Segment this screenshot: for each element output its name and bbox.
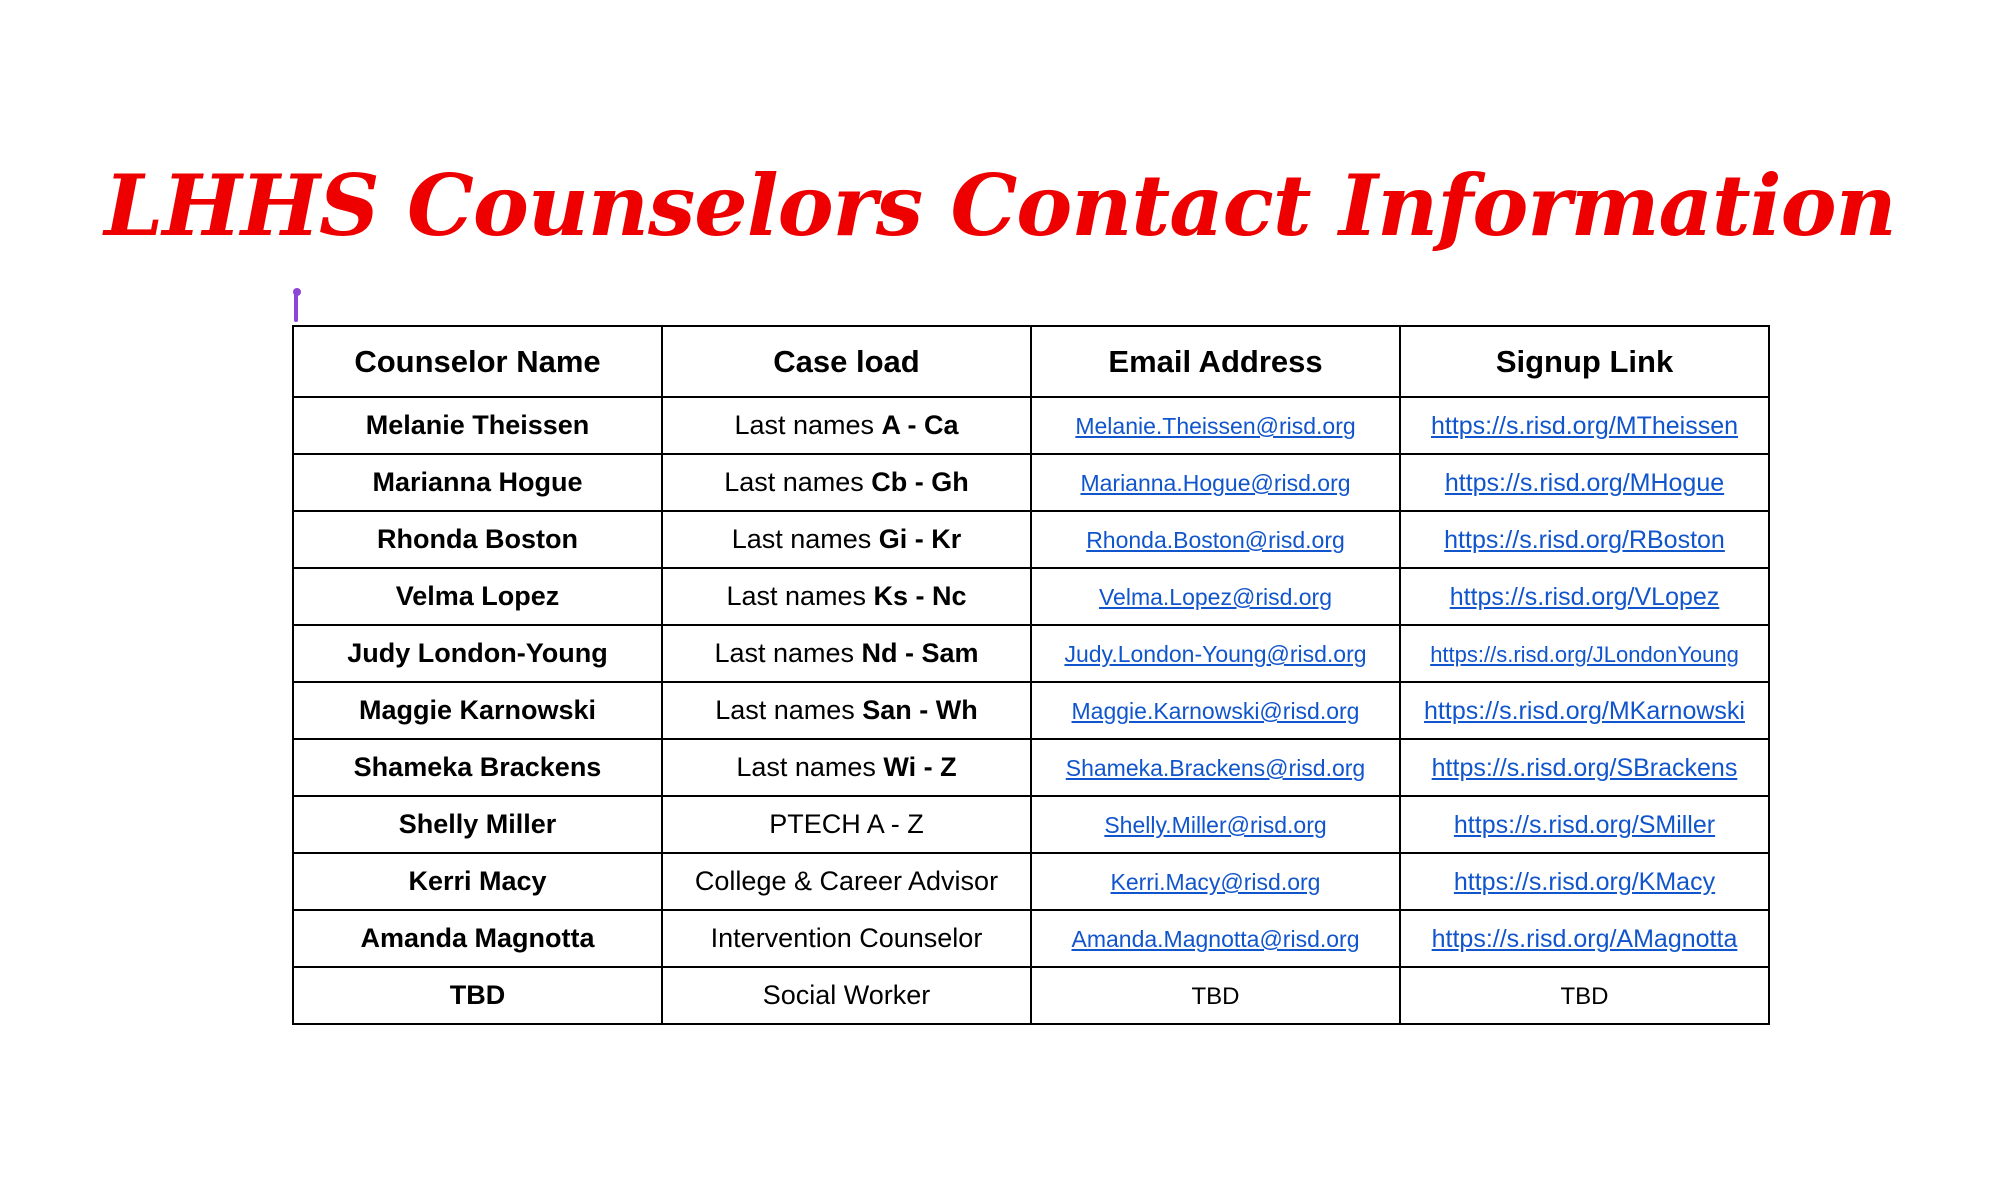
signup-cell xyxy=(1400,511,1769,568)
counselor-name: Judy London-Young xyxy=(293,625,662,682)
table-header-row xyxy=(293,326,1769,397)
header-signup-link: Signup Link xyxy=(1400,326,1769,397)
signup-link[interactable]: https://s.risd.org/SBrackens xyxy=(1431,754,1738,782)
counselor-name: Velma Lopez xyxy=(293,568,662,625)
table-row xyxy=(293,967,1769,1024)
signup-link[interactable]: https://s.risd.org/RBoston xyxy=(1444,526,1725,554)
email-link[interactable]: Kerri.Macy@risd.org xyxy=(1110,869,1321,895)
counselor-name: TBD xyxy=(293,967,662,1024)
table-row xyxy=(293,625,1769,682)
signup-link[interactable]: https://s.risd.org/MTheissen xyxy=(1430,412,1739,440)
signup-cell xyxy=(1400,454,1769,511)
email-link[interactable]: Marianna.Hogue@risd.org xyxy=(1080,470,1351,496)
text-cursor-marker xyxy=(294,290,298,322)
counselor-name: Shelly Miller xyxy=(293,796,662,853)
email-cell xyxy=(1031,853,1400,910)
caseload-range: Nd - Sam xyxy=(861,638,979,668)
signup-cell xyxy=(1400,910,1769,967)
caseload-cell: College & Career Advisor xyxy=(662,853,1031,910)
email-cell xyxy=(1031,397,1400,454)
table-row xyxy=(293,739,1769,796)
email-cell xyxy=(1031,967,1400,1024)
counselor-name: Kerri Macy xyxy=(293,853,662,910)
signup-cell xyxy=(1400,967,1769,1024)
header-counselor-name: Counselor Name xyxy=(293,326,662,397)
caseload-prefix: Last names xyxy=(724,467,872,497)
caseload-range: A - Ca xyxy=(881,410,959,440)
signup-cell xyxy=(1400,397,1769,454)
signup-cell xyxy=(1400,853,1769,910)
caseload-prefix: Last names xyxy=(736,752,884,782)
caseload-range: Ks - Nc xyxy=(873,581,967,611)
header-email-address: Email Address xyxy=(1031,326,1400,397)
email-cell xyxy=(1031,682,1400,739)
counselor-contact-table xyxy=(292,325,1770,1025)
table-row xyxy=(293,397,1769,454)
email-cell xyxy=(1031,454,1400,511)
email-link[interactable]: Maggie.Karnowski@risd.org xyxy=(1071,698,1360,724)
caseload-range: San - Wh xyxy=(862,695,978,725)
counselor-name: Maggie Karnowski xyxy=(293,682,662,739)
email-link[interactable]: Shameka.Brackens@risd.org xyxy=(1065,755,1366,781)
caseload-cell xyxy=(662,625,1031,682)
email-cell xyxy=(1031,910,1400,967)
caseload-cell xyxy=(662,739,1031,796)
table-row xyxy=(293,910,1769,967)
table-row xyxy=(293,568,1769,625)
caseload-cell xyxy=(662,568,1031,625)
email-cell xyxy=(1031,511,1400,568)
email-placeholder-text: TBD xyxy=(1191,983,1240,1010)
email-link[interactable]: Rhonda.Boston@risd.org xyxy=(1086,527,1345,553)
table-row xyxy=(293,454,1769,511)
signup-link[interactable]: https://s.risd.org/JLondonYoung xyxy=(1430,642,1739,667)
signup-link[interactable]: https://s.risd.org/MKarnowski xyxy=(1424,697,1745,725)
caseload-prefix: Last names xyxy=(714,638,862,668)
signup-cell xyxy=(1400,625,1769,682)
counselor-name: Rhonda Boston xyxy=(293,511,662,568)
caseload-prefix: Last names xyxy=(731,524,879,554)
caseload-cell: Social Worker xyxy=(662,967,1031,1024)
caseload-range: Cb - Gh xyxy=(871,467,969,497)
signup-link[interactable]: https://s.risd.org/MHogue xyxy=(1444,469,1725,497)
email-cell xyxy=(1031,796,1400,853)
page-title: LHHS Counselors Contact Information xyxy=(104,156,1896,255)
signup-placeholder-text: TBD xyxy=(1560,983,1609,1010)
signup-link[interactable]: https://s.risd.org/AMagnotta xyxy=(1431,925,1738,953)
email-link[interactable]: Amanda.Magnotta@risd.org xyxy=(1071,926,1360,952)
email-link[interactable]: Shelly.Miller@risd.org xyxy=(1104,812,1327,838)
signup-link[interactable]: https://s.risd.org/KMacy xyxy=(1453,868,1716,896)
signup-cell xyxy=(1400,568,1769,625)
email-link[interactable]: Melanie.Theissen@risd.org xyxy=(1075,413,1356,439)
email-link[interactable]: Judy.London-Young@risd.org xyxy=(1064,641,1367,667)
email-cell xyxy=(1031,625,1400,682)
caseload-prefix: Last names xyxy=(715,695,863,725)
signup-cell xyxy=(1400,796,1769,853)
counselor-name: Marianna Hogue xyxy=(293,454,662,511)
counselor-name: Amanda Magnotta xyxy=(293,910,662,967)
caseload-prefix: Last names xyxy=(726,581,874,611)
caseload-range: Wi - Z xyxy=(883,752,957,782)
table-row xyxy=(293,853,1769,910)
signup-cell xyxy=(1400,682,1769,739)
counselor-name: Shameka Brackens xyxy=(293,739,662,796)
table-row xyxy=(293,682,1769,739)
caseload-range: Gi - Kr xyxy=(878,524,962,554)
caseload-cell xyxy=(662,682,1031,739)
email-cell xyxy=(1031,568,1400,625)
table-row xyxy=(293,511,1769,568)
caseload-cell: PTECH A - Z xyxy=(662,796,1031,853)
signup-link[interactable]: https://s.risd.org/VLopez xyxy=(1449,583,1720,611)
caseload-cell xyxy=(662,454,1031,511)
caseload-cell xyxy=(662,511,1031,568)
email-cell xyxy=(1031,739,1400,796)
email-link[interactable]: Velma.Lopez@risd.org xyxy=(1098,584,1333,610)
caseload-cell: Intervention Counselor xyxy=(662,910,1031,967)
counselor-name: Melanie Theissen xyxy=(293,397,662,454)
caseload-cell xyxy=(662,397,1031,454)
caseload-prefix: Last names xyxy=(734,410,882,440)
header-case-load: Case load xyxy=(662,326,1031,397)
signup-link[interactable]: https://s.risd.org/SMiller xyxy=(1453,811,1716,839)
signup-cell xyxy=(1400,739,1769,796)
table-row xyxy=(293,796,1769,853)
